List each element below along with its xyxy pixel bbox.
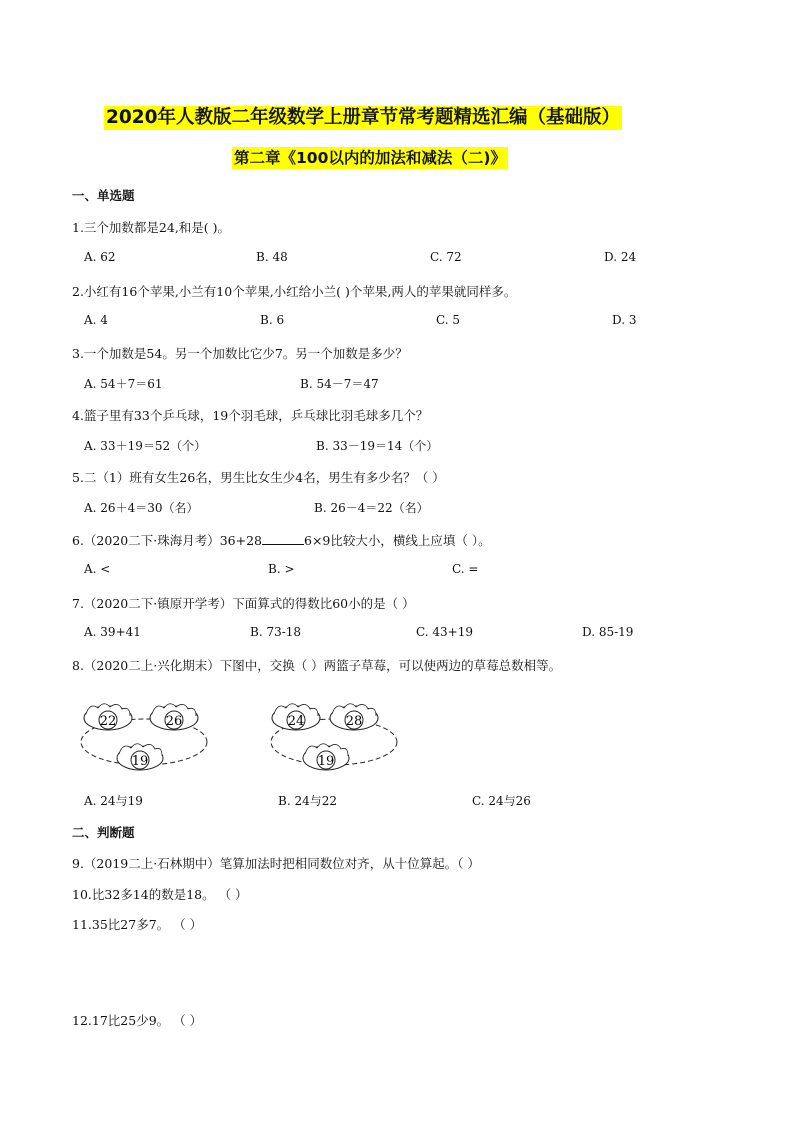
question-12: 12.17比25少9。 （ ） xyxy=(72,1013,203,1028)
document-title: 2020年人教版二年级数学上册章节常考题精选汇编（基础版） xyxy=(106,107,620,128)
q7-option-c[interactable]: C. 43+19 xyxy=(416,625,473,639)
question-1: 1.三个加数都是24,和是( )。 xyxy=(72,220,231,235)
basket-3-count: 19 xyxy=(317,754,335,769)
question-10: 10.比32多14的数是18。 （ ） xyxy=(72,887,248,902)
q1-option-a[interactable]: A. 62 xyxy=(84,250,116,264)
q8-option-b[interactable]: B. 24与22 xyxy=(278,794,337,808)
q4-option-a[interactable]: A. 33＋19＝52（个） xyxy=(84,439,207,453)
q6-text-before: 6.（2020二下·珠海月考）36+28 xyxy=(72,533,262,548)
basket-3-count: 19 xyxy=(131,754,149,769)
strawberry-basket-figure-right xyxy=(268,698,400,778)
q7-option-d[interactable]: D. 85-19 xyxy=(582,625,634,639)
basket-2-count: 26 xyxy=(165,714,183,729)
q6-answer-blank[interactable] xyxy=(262,533,304,545)
question-3: 3.一个加数是54。另一个加数比它少7。另一个加数是多少？ xyxy=(72,346,408,361)
q2-option-d[interactable]: D. 3 xyxy=(612,313,637,327)
chapter-subtitle: 第二章《100以内的加法和减法（二)》 xyxy=(234,149,506,167)
q8-option-a[interactable]: A. 24与19 xyxy=(84,794,143,808)
section-heading-single-choice: 一、单选题 xyxy=(72,188,135,203)
question-4: 4.篮子里有33个乒乓球，19个羽毛球，乒乓球比羽毛球多几个？ xyxy=(72,408,429,423)
q3-option-b[interactable]: B. 54－7＝47 xyxy=(300,377,379,391)
q6-option-b[interactable]: B. > xyxy=(268,562,295,576)
q6-option-a[interactable]: A. < xyxy=(84,562,111,576)
question-8: 8.（2020二上·兴化期末）下图中，交换（ ）两篮子草莓，可以使两边的草莓总数相等。 xyxy=(72,658,562,673)
q5-option-a[interactable]: A. 26＋4＝30（名） xyxy=(84,501,199,515)
q7-option-a[interactable]: A. 39+41 xyxy=(84,625,141,639)
question-2: 2.小红有16个苹果,小兰有10个苹果,小红给小兰( )个苹果,两人的苹果就同样多。 xyxy=(72,284,517,299)
q2-option-a[interactable]: A. 4 xyxy=(84,313,108,327)
q4-option-b[interactable]: B. 33－19＝14（个） xyxy=(316,439,439,453)
q8-option-c[interactable]: C. 24与26 xyxy=(472,794,531,808)
basket-1-count: 24 xyxy=(287,714,305,729)
q3-option-a[interactable]: A. 54＋7＝61 xyxy=(84,377,163,391)
q2-option-b[interactable]: B. 6 xyxy=(260,313,285,327)
q2-option-c[interactable]: C. 5 xyxy=(436,313,461,327)
question-6 xyxy=(72,531,491,549)
basket-2-count: 28 xyxy=(345,714,363,729)
section-heading-true-false: 二、判断题 xyxy=(72,825,135,840)
question-7: 7.（2020二下·镇原开学考）下面算式的得数比60小的是（ ） xyxy=(72,596,415,611)
basket-1-count: 22 xyxy=(99,714,117,729)
q1-option-c[interactable]: C. 72 xyxy=(430,250,462,264)
q7-option-b[interactable]: B. 73-18 xyxy=(250,625,302,639)
question-9: 9.（2019二上·石林期中）笔算加法时把相同数位对齐，从十位算起。（ ） xyxy=(72,856,480,871)
q6-option-c[interactable]: C. = xyxy=(452,562,479,576)
strawberry-basket-figure-left xyxy=(78,698,210,778)
q6-text-after: 6×9比较大小，横线上应填（ ）。 xyxy=(304,533,491,548)
q5-option-b[interactable]: B. 26－4＝22（名） xyxy=(314,501,429,515)
q1-option-d[interactable]: D. 24 xyxy=(604,250,637,264)
q1-option-b[interactable]: B. 48 xyxy=(256,250,288,264)
question-5: 5.二（1）班有女生26名，男生比女生少4名，男生有多少名？（ ） xyxy=(72,470,445,485)
question-11: 11.35比27多7。 （ ） xyxy=(72,917,203,932)
